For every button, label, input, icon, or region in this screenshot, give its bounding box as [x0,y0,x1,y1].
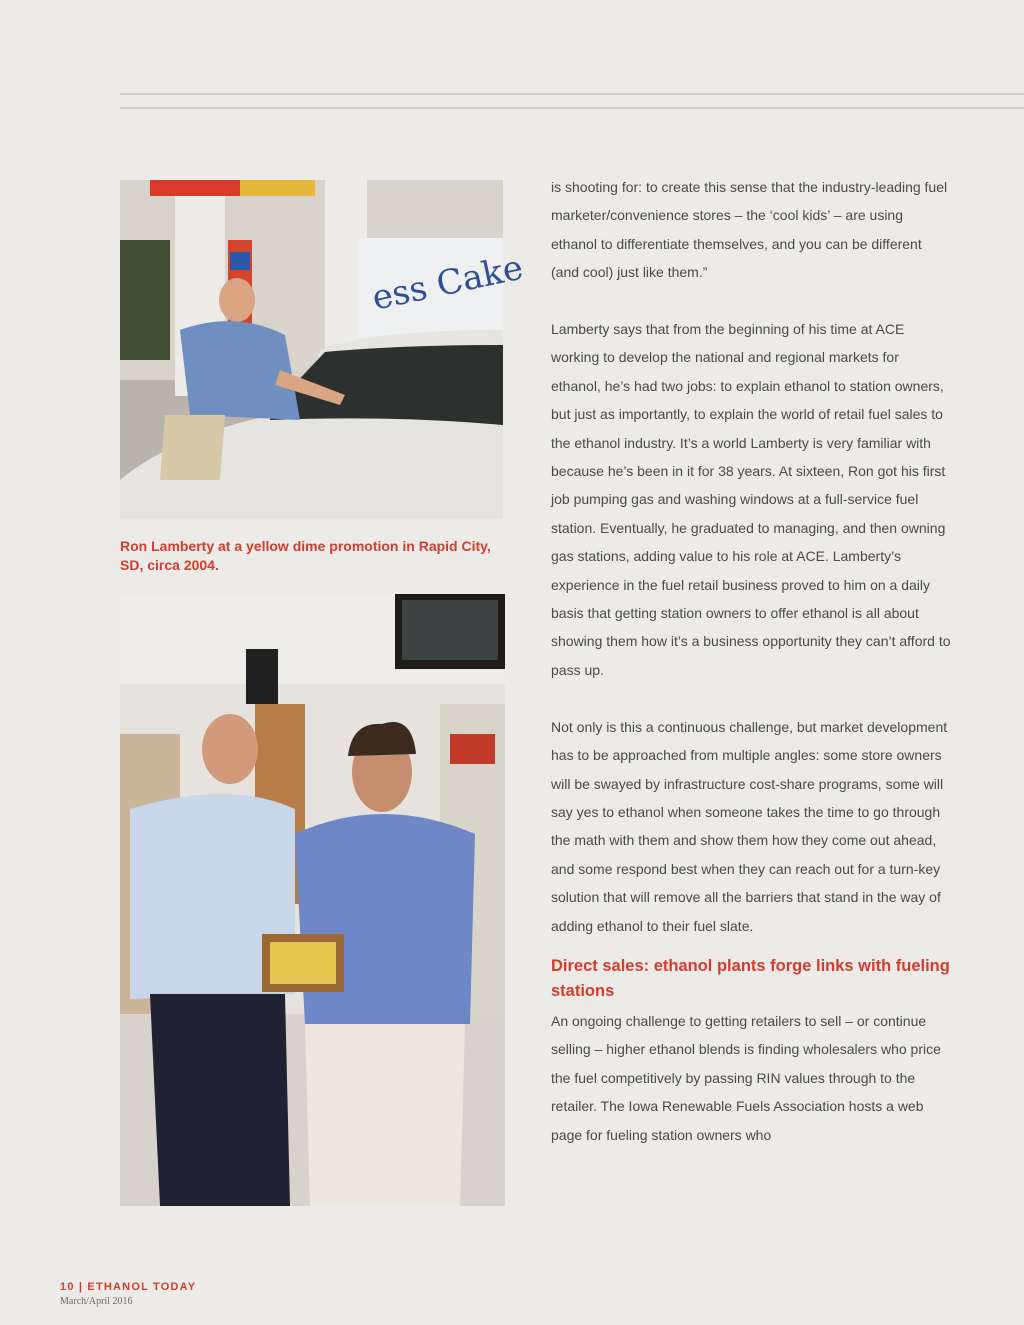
body-paragraph: Lamberty says that from the beginning of his time at ACE working to develop the national and regional markets for ethanol, he’s had two jobs: to explain ethanol to station owners, but just as importantly, to explain the world of retail fuel sales to the ethanol industry. It’s a world Lamberty is very familiar with because he’s been in it for 38 years. At sixteen, Ron got his first job pumping gas and washing windows at a full-service fuel station. Eventually, he graduated to managing, and then owning gas stations, adding value to his role at ACE. Lamberty’s experience in the fuel retail business proved to him on a daily basis that getting station owners to offer ethanol is all about showing them how it’s a business opportunity they can’t afford to pass up. [551,321,951,678]
section-heading: Direct sales: ethanol plants forge links with fueling stations [551,956,950,1000]
header-rule-top [120,93,1024,95]
article-column [551,173,951,1149]
footer-date: March/April 2016 [60,1296,133,1307]
body-paragraph: An ongoing challenge to getting retailers to sell – or continue selling – higher ethanol blends is finding wholesalers who price the fuel competitively by passing RIN values through to the retailer. The Iowa Renewable Fuels Association hosts a web page for fueling station owners who [551,1012,941,1143]
body-paragraph: is shooting for: to create this sense that the industry-leading fuel marketer/convenience stores – the ‘cool kids’ – are using ethanol to differentiate themselves, and you can be different (and cool) just like them.” [551,179,948,281]
footer-page-title: 10 | ETHANOL TODAY [60,1281,197,1293]
photo-gas-pump [120,180,527,519]
photo-caption: Ron Lamberty at a yellow dime promotion in Rapid City, SD, circa 2004. [120,538,491,573]
body-paragraph: Not only is this a continuous challenge, but market development has to be approached from multiple angles: some store owners will be swayed by infrastructure cost-share programs, some will say yes to ethanol when someone takes the time to go through the math with them and show them how they come out ahead, and some respond best when they can reach out for a turn-key solution that will remove all the barriers that stand in the way of adding ethanol to their fuel slate. [551,718,948,934]
header-rule-bottom [120,107,1024,109]
svg-text:ess Cake: ess Cake [368,247,527,319]
photo-award [120,594,505,1206]
